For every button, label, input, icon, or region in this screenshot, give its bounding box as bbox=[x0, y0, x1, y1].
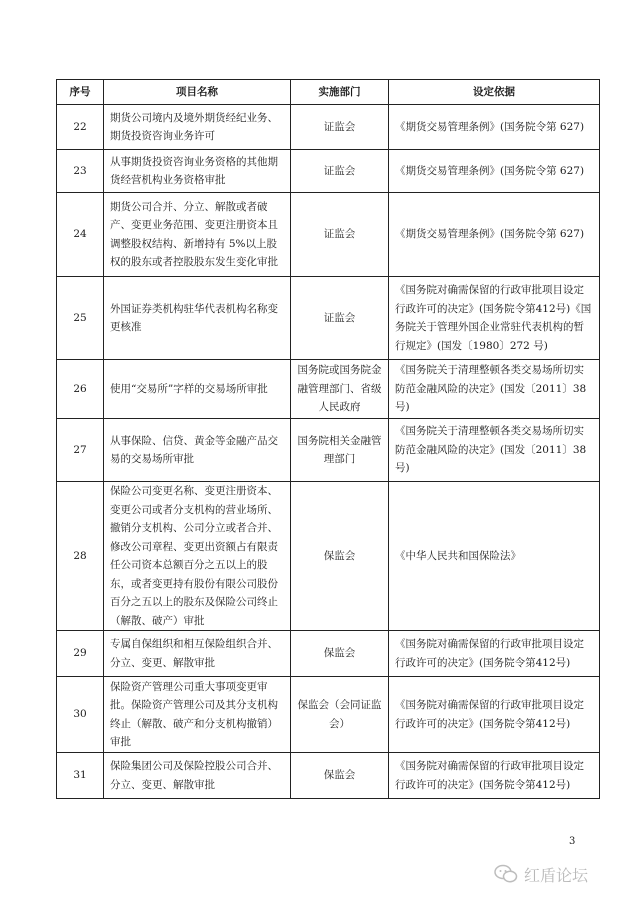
row-dept: 证监会 bbox=[291, 150, 389, 193]
row-no: 27 bbox=[57, 419, 104, 482]
wechat-icon bbox=[494, 864, 518, 884]
row-dept: 国务院或国务院金融管理部门、省级人民政府 bbox=[291, 360, 389, 419]
row-basis: 《期货交易管理条例》(国务院令第 627) bbox=[389, 150, 600, 193]
row-dept: 保监会 bbox=[291, 482, 389, 631]
row-dept: 证监会 bbox=[291, 277, 389, 360]
watermark bbox=[494, 862, 624, 886]
row-dept: 保监会 bbox=[291, 631, 389, 677]
row-no: 29 bbox=[57, 631, 104, 677]
row-basis: 《国务院对确需保留的行政审批项目设定行政许可的决定》(国务院令第412号) bbox=[389, 753, 600, 799]
row-name: 保险集团公司及保险控股公司合并、分立、变更、解散审批 bbox=[104, 753, 291, 799]
row-name: 使用“交易所”字样的交易场所审批 bbox=[104, 360, 291, 419]
row-basis: 《国务院关于清理整顿各类交易场所切实防范金融风险的决定》(国发〔2011〕38 号) bbox=[389, 360, 600, 419]
header-dept: 实施部门 bbox=[291, 80, 389, 105]
row-name: 外国证券类机构驻华代表机构名称变更核准 bbox=[104, 277, 291, 360]
approval-table bbox=[56, 79, 600, 799]
row-dept: 保监会 bbox=[291, 753, 389, 799]
header-basis: 设定依据 bbox=[389, 80, 600, 105]
row-name: 专属自保组织和相互保险组织合并、分立、变更、解散审批 bbox=[104, 631, 291, 677]
row-basis: 《国务院关于清理整顿各类交易场所切实防范金融风险的决定》(国发〔2011〕38 号) bbox=[389, 419, 600, 482]
row-dept: 国务院相关金融管理部门 bbox=[291, 419, 389, 482]
row-basis: 《国务院对确需保留的行政审批项目设定行政许可的决定》(国务院令第412号)《国务院关于管理外国企业常驻代表机构的暂行规定》(国发〔1980〕272 号) bbox=[389, 277, 600, 360]
table-row bbox=[57, 631, 600, 677]
row-basis: 《期货交易管理条例》(国务院令第 627) bbox=[389, 105, 600, 150]
row-basis: 《中华人民共和国保险法》 bbox=[389, 482, 600, 631]
row-name: 保险资产管理公司重大事项变更审批。保险资产管理公司及其分支机构终止（解散、破产和分支机构撤销）审批 bbox=[104, 677, 291, 753]
row-no: 25 bbox=[57, 277, 104, 360]
row-name: 期货公司境内及境外期货经纪业务、期货投资咨询业务许可 bbox=[104, 105, 291, 150]
table-row bbox=[57, 277, 600, 360]
table-row bbox=[57, 105, 600, 150]
page-number: 3 bbox=[569, 836, 576, 847]
row-no: 26 bbox=[57, 360, 104, 419]
row-name: 从事期货投资咨询业务资格的其他期货经营机构业务资格审批 bbox=[104, 150, 291, 193]
row-dept: 证监会 bbox=[291, 105, 389, 150]
row-no: 28 bbox=[57, 482, 104, 631]
row-name: 保险公司变更名称、变更注册资本、变更公司或者分支机构的营业场所、撤销分支机构、公司分立或者合并、修改公司章程、变更出资额占有限责任公司资本总额百分之五以上的股东，或者变更持有股份有限公司股份百分之五以上的股东及保险公司终止（解散、破产）审批 bbox=[104, 482, 291, 631]
table-row bbox=[57, 193, 600, 277]
row-no: 30 bbox=[57, 677, 104, 753]
row-basis: 《期货交易管理条例》(国务院令第 627) bbox=[389, 193, 600, 277]
header-no: 序号 bbox=[57, 80, 104, 105]
table-row bbox=[57, 482, 600, 631]
row-dept: 保监会（会同证监会） bbox=[291, 677, 389, 753]
row-basis: 《国务院对确需保留的行政审批项目设定行政许可的决定》(国务院令第412号) bbox=[389, 677, 600, 753]
row-no: 31 bbox=[57, 753, 104, 799]
table-row bbox=[57, 360, 600, 419]
watermark-text: 红盾论坛 bbox=[524, 865, 589, 885]
row-no: 22 bbox=[57, 105, 104, 150]
row-basis: 《国务院对确需保留的行政审批项目设定行政许可的决定》(国务院令第412号) bbox=[389, 631, 600, 677]
row-dept: 证监会 bbox=[291, 193, 389, 277]
row-name: 从事保险、信贷、黄金等金融产品交易的交易场所审批 bbox=[104, 419, 291, 482]
row-no: 24 bbox=[57, 193, 104, 277]
table-row bbox=[57, 419, 600, 482]
table-row bbox=[57, 677, 600, 753]
row-no: 23 bbox=[57, 150, 104, 193]
table-row bbox=[57, 150, 600, 193]
table-header-row bbox=[57, 80, 600, 105]
row-name: 期货公司合并、分立、解散或者破产、变更业务范围、变更注册资本且调整股权结构、新增持有 5%以上股权的股东或者控股股东发生变化审批 bbox=[104, 193, 291, 277]
header-name: 项目名称 bbox=[104, 80, 291, 105]
table-row bbox=[57, 753, 600, 799]
